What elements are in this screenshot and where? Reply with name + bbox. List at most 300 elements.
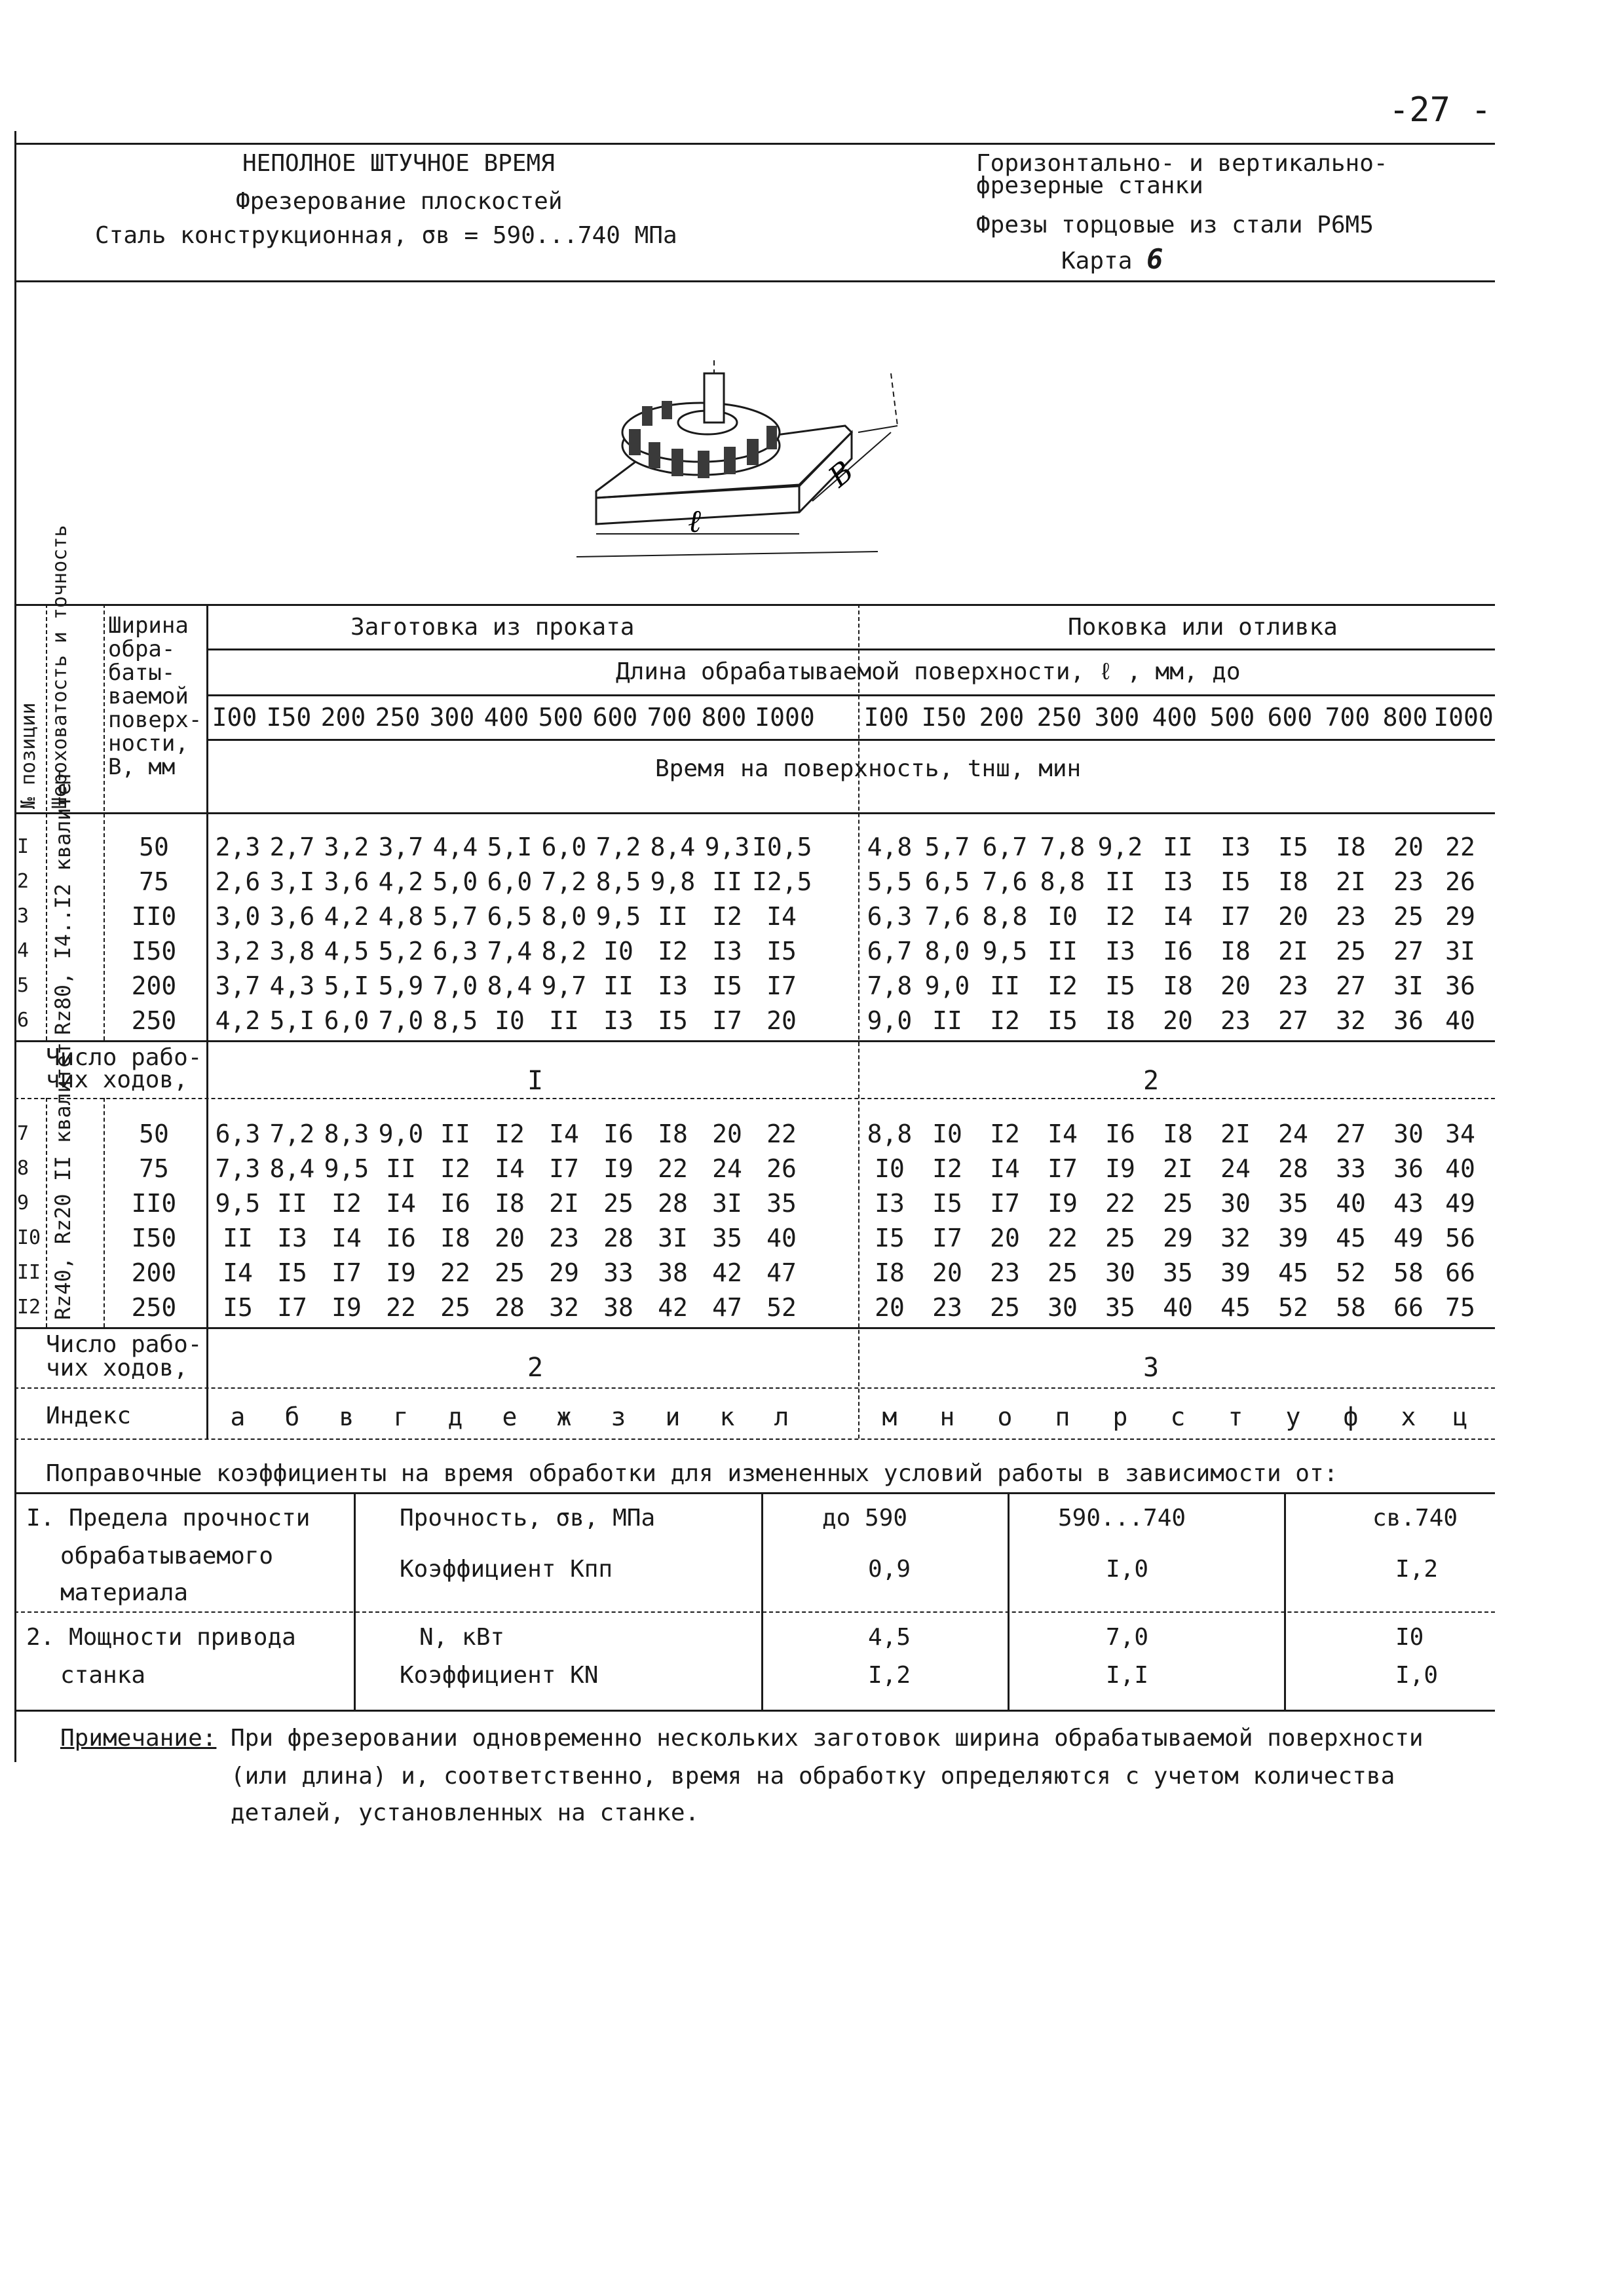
time-value: 5,0 xyxy=(432,867,478,896)
time-value: 25 xyxy=(1393,902,1424,931)
time-value: 9,0 xyxy=(867,1006,913,1035)
index-value: и xyxy=(665,1402,681,1431)
col-pos-header: № позиции xyxy=(17,702,40,809)
row-position: 5 xyxy=(17,974,29,997)
time-value: 7,6 xyxy=(982,867,1028,896)
time-value: II xyxy=(386,1154,416,1183)
corr2-param2: Коэффициент KN xyxy=(400,1662,599,1689)
time-value: 5,2 xyxy=(378,937,424,966)
time-value: 32 xyxy=(1336,1006,1366,1035)
corr2-c3-val: I,0 xyxy=(1395,1662,1439,1689)
page-number: -27 - xyxy=(1389,90,1492,130)
time-value: 6,0 xyxy=(487,867,533,896)
time-value: 20 xyxy=(766,1006,797,1035)
time-value: 49 xyxy=(1393,1224,1424,1252)
time-value: 26 xyxy=(766,1154,797,1183)
time-value: I2 xyxy=(658,937,688,966)
time-value: 25 xyxy=(440,1293,470,1322)
time-value: II xyxy=(549,1006,579,1035)
index-value: у xyxy=(1285,1402,1301,1431)
time-value: 45 xyxy=(1336,1224,1366,1252)
time-value: I7 xyxy=(1220,902,1251,931)
corr2-c3-head: I0 xyxy=(1395,1624,1424,1651)
time-value: 3,6 xyxy=(269,902,315,931)
time-value: 7,2 xyxy=(595,833,641,861)
time-value: 6,5 xyxy=(924,867,970,896)
index-value: т xyxy=(1228,1402,1243,1431)
time-value: 20 xyxy=(1278,902,1308,931)
length-12: I00 xyxy=(863,703,909,732)
time-value: I0 xyxy=(875,1154,905,1183)
col-width-header-1: Ширина xyxy=(108,612,189,639)
corr1-c1-val: 0,9 xyxy=(868,1556,911,1583)
time-value: 58 xyxy=(1393,1258,1424,1287)
corr1-c2-head: 590...740 xyxy=(1058,1505,1186,1532)
corr1-param1: Прочность, σв, МПа xyxy=(400,1505,656,1532)
length-22: I000 xyxy=(1433,703,1494,732)
time-value: 33 xyxy=(603,1258,633,1287)
length-19: 600 xyxy=(1267,703,1313,732)
corr1-c3-head: св.740 xyxy=(1372,1505,1458,1532)
note-line-3: деталей, установленных на станке. xyxy=(231,1799,700,1826)
time-value: 30 xyxy=(1048,1293,1078,1322)
time-value: 25 xyxy=(1163,1189,1193,1218)
col-rough-rule xyxy=(46,604,47,1040)
time-value: 26 xyxy=(1445,867,1475,896)
time-value: 23 xyxy=(990,1258,1020,1287)
table-top-rule xyxy=(14,604,1495,606)
time-value: 3,2 xyxy=(215,937,261,966)
index-value: а xyxy=(230,1402,246,1431)
corr2-factor-1: 2. Мощности привода xyxy=(26,1624,296,1651)
time-value: 32 xyxy=(1220,1224,1251,1252)
time-value: II xyxy=(1048,937,1078,966)
time-value: 2I xyxy=(1278,937,1308,966)
time-value: 9,5 xyxy=(215,1189,261,1218)
row-position: 3 xyxy=(17,905,29,928)
header-bottom-rule xyxy=(14,280,1495,282)
row-width: 250 xyxy=(131,1006,177,1035)
time-value: 35 xyxy=(712,1224,742,1252)
time-value: 5,5 xyxy=(867,867,913,896)
time-value: 5,7 xyxy=(432,902,478,931)
time-value: 49 xyxy=(1445,1189,1475,1218)
length-5: 300 xyxy=(429,703,475,732)
time-value: II xyxy=(990,971,1020,1000)
time-value: 9,7 xyxy=(541,971,587,1000)
time-value: I6 xyxy=(440,1189,470,1218)
time-value: 2I xyxy=(1163,1154,1193,1183)
time-value: I3 xyxy=(603,1006,633,1035)
index-value: е xyxy=(502,1402,518,1431)
section2-rough-label: Rz40, Rz20 II квалитет xyxy=(50,1042,75,1320)
header-title: НЕПОЛНОЕ ШТУЧНОЕ ВРЕМЯ xyxy=(242,150,555,177)
time-value: 2,7 xyxy=(269,833,315,861)
corr2-factor-2: станка xyxy=(60,1662,146,1689)
time-value: I2 xyxy=(495,1119,525,1148)
index-value: н xyxy=(939,1402,955,1431)
time-value: 22 xyxy=(386,1293,416,1322)
length-2: I50 xyxy=(266,703,312,732)
passes2-right-value: 3 xyxy=(1143,1353,1160,1383)
index-value: в xyxy=(339,1402,354,1431)
passes2-left-value: 2 xyxy=(527,1353,544,1383)
time-value: I3 xyxy=(1220,833,1251,861)
time-value: 6,3 xyxy=(215,1119,261,1148)
time-value: 3,7 xyxy=(215,971,261,1000)
row-position: 7 xyxy=(17,1122,29,1145)
time-value: I9 xyxy=(603,1154,633,1183)
time-value: 3I xyxy=(1445,937,1475,966)
col-width-header-5: поверх- xyxy=(108,707,202,733)
index-value: з xyxy=(611,1402,626,1431)
group-header-rule xyxy=(206,649,1495,650)
corr2-c1-head: 4,5 xyxy=(868,1624,911,1651)
col-width-header-7: В, мм xyxy=(108,754,176,780)
time-value: 8,4 xyxy=(487,971,533,1000)
time-value: I9 xyxy=(1048,1189,1078,1218)
time-value: 47 xyxy=(712,1293,742,1322)
left-border xyxy=(14,131,16,1762)
length-3: 200 xyxy=(320,703,366,732)
group-left-header: Заготовка из проката xyxy=(350,614,635,641)
corr2-c1-val: I,2 xyxy=(868,1662,911,1689)
time-value: 28 xyxy=(658,1189,688,1218)
time-value: 25 xyxy=(603,1189,633,1218)
corr-col3-rule xyxy=(1008,1492,1010,1710)
time-value: 5,7 xyxy=(924,833,970,861)
time-value: 23 xyxy=(549,1224,579,1252)
time-value: 34 xyxy=(1445,1119,1475,1148)
time-value: 35 xyxy=(1105,1293,1135,1322)
passes1-rule xyxy=(14,1098,1495,1099)
time-value: I8 xyxy=(1163,971,1193,1000)
corr2-param1: N, кВт xyxy=(419,1624,505,1651)
row-width: II0 xyxy=(131,902,177,931)
time-value: 24 xyxy=(1220,1154,1251,1183)
passes1-left-value: I xyxy=(527,1066,544,1096)
row-width: I50 xyxy=(131,937,177,966)
time-value: 52 xyxy=(1336,1258,1366,1287)
header-machine-line1: Горизонтально- и вертикально- xyxy=(976,150,1388,177)
length-7: 500 xyxy=(538,703,584,732)
time-value: 7,2 xyxy=(541,867,587,896)
time-value: 40 xyxy=(1445,1006,1475,1035)
time-value: I8 xyxy=(1105,1006,1135,1035)
time-value: II xyxy=(277,1189,307,1218)
time-value: 23 xyxy=(932,1293,962,1322)
length-20: 700 xyxy=(1325,703,1370,732)
passes2-rule xyxy=(14,1387,1495,1389)
corr2-c2-head: 7,0 xyxy=(1106,1624,1149,1651)
time-value: 30 xyxy=(1393,1119,1424,1148)
time-value: 38 xyxy=(603,1293,633,1322)
col-width-header-3: баты- xyxy=(108,660,176,686)
card-number: 6 xyxy=(1146,243,1163,275)
time-value: 27 xyxy=(1393,937,1424,966)
time-value: 20 xyxy=(932,1258,962,1287)
corr-col2-rule xyxy=(761,1492,763,1710)
note-line-1: При фрезеровании одновременно нескольких заготовок ширина обрабатываемой поверхности xyxy=(231,1725,1424,1752)
time-value: 8,0 xyxy=(924,937,970,966)
time-value: 35 xyxy=(766,1189,797,1218)
time-value: I0 xyxy=(495,1006,525,1035)
time-value: II xyxy=(932,1006,962,1035)
length-14: 200 xyxy=(979,703,1025,732)
row-width: 50 xyxy=(139,1119,169,1148)
time-value: 42 xyxy=(658,1293,688,1322)
time-value: I4 xyxy=(331,1224,362,1252)
row-position: 9 xyxy=(17,1192,29,1214)
time-value: I4 xyxy=(549,1119,579,1148)
card-label xyxy=(1061,245,1163,276)
time-value: 6,3 xyxy=(432,937,478,966)
time-value: 2I xyxy=(1336,867,1366,896)
time-value: I2 xyxy=(990,1119,1020,1148)
time-value: 9,5 xyxy=(324,1154,369,1183)
section1-bottom-rule xyxy=(14,1040,1495,1042)
corr-col4-rule xyxy=(1284,1492,1286,1710)
time-value: 33 xyxy=(1336,1154,1366,1183)
time-value: 3,6 xyxy=(324,867,369,896)
time-value: 23 xyxy=(1393,867,1424,896)
time-value: 8,5 xyxy=(432,1006,478,1035)
time-value: I4 xyxy=(1163,902,1193,931)
index-row xyxy=(208,1401,1495,1433)
time-value: 52 xyxy=(766,1293,797,1322)
time-value: I3 xyxy=(277,1224,307,1252)
time-value: I5 xyxy=(875,1224,905,1252)
time-value: 20 xyxy=(1220,971,1251,1000)
time-value: 24 xyxy=(1278,1119,1308,1148)
time-value: I7 xyxy=(549,1154,579,1183)
time-value: II xyxy=(1105,867,1135,896)
dimension-l-label: ℓ xyxy=(688,503,701,540)
time-value: I8 xyxy=(495,1189,525,1218)
time-value: 8,3 xyxy=(324,1119,369,1148)
time-value: 25 xyxy=(1048,1258,1078,1287)
time-value: 66 xyxy=(1393,1293,1424,1322)
time-value: 66 xyxy=(1445,1258,1475,1287)
time-value: I8 xyxy=(658,1119,688,1148)
lengths-row xyxy=(208,701,1495,734)
time-value: 8,2 xyxy=(541,937,587,966)
time-value: 4,2 xyxy=(378,867,424,896)
table-header-bottom-rule xyxy=(14,812,1495,814)
time-value: I4 xyxy=(990,1154,1020,1183)
time-value: I6 xyxy=(1163,937,1193,966)
corrections-title: Поправочные коэффициенты на время обработки для измененных условий работы в зависимости от: xyxy=(46,1460,1338,1487)
time-value: I5 xyxy=(1105,971,1135,1000)
time-value: 22 xyxy=(1445,833,1475,861)
row-width: I50 xyxy=(131,1224,177,1252)
time-value: 30 xyxy=(1220,1189,1251,1218)
time-value: I7 xyxy=(990,1189,1020,1218)
time-value: I5 xyxy=(712,971,742,1000)
time-value: I7 xyxy=(932,1224,962,1252)
corr1-c3-val: I,2 xyxy=(1395,1556,1439,1583)
length-label: Длина обрабатываемой поверхности, ℓ , мм, до xyxy=(616,658,1241,685)
index-value: р xyxy=(1112,1402,1128,1431)
time-value: 7,0 xyxy=(378,1006,424,1035)
time-value: 9,5 xyxy=(595,902,641,931)
time-value: 28 xyxy=(495,1293,525,1322)
time-value: 4,2 xyxy=(215,1006,261,1035)
time-value: 6,0 xyxy=(541,833,587,861)
time-value: 20 xyxy=(875,1293,905,1322)
time-value: 8,4 xyxy=(269,1154,315,1183)
time-value: 6,7 xyxy=(982,833,1028,861)
passes1-right-value: 2 xyxy=(1143,1066,1160,1096)
time-value: I2 xyxy=(932,1154,962,1183)
row-position: I xyxy=(17,835,29,858)
length-4: 250 xyxy=(375,703,421,732)
corrections-bottom-rule xyxy=(14,1710,1495,1712)
time-value: 27 xyxy=(1336,971,1366,1000)
time-value: II xyxy=(440,1119,470,1148)
time-value: 8,8 xyxy=(1040,867,1086,896)
passes2-label-1: Число рабо- xyxy=(46,1331,202,1358)
passes1-label-1: Число рабо- xyxy=(46,1044,202,1071)
time-value: 56 xyxy=(1445,1224,1475,1252)
index-value: г xyxy=(393,1402,409,1431)
time-value: 29 xyxy=(1163,1224,1193,1252)
time-value: I5 xyxy=(932,1189,962,1218)
time-value: 8,5 xyxy=(595,867,641,896)
time-value: 42 xyxy=(712,1258,742,1287)
time-value: 32 xyxy=(549,1293,579,1322)
time-value: 28 xyxy=(603,1224,633,1252)
time-value: 24 xyxy=(712,1154,742,1183)
time-value: I0 xyxy=(603,937,633,966)
time-value: I6 xyxy=(1105,1119,1135,1148)
time-value: 4,8 xyxy=(867,833,913,861)
length-9: 700 xyxy=(647,703,692,732)
time-value: 3I xyxy=(658,1224,688,1252)
index-value: с xyxy=(1170,1402,1186,1431)
time-value: 8,8 xyxy=(982,902,1028,931)
time-value: I4 xyxy=(1048,1119,1078,1148)
length-label-rule xyxy=(206,694,1495,696)
time-value: 43 xyxy=(1393,1189,1424,1218)
corr1-c1-head: до 590 xyxy=(822,1505,908,1532)
length-6: 400 xyxy=(483,703,529,732)
time-value: I2,5 xyxy=(752,867,812,896)
time-value: 58 xyxy=(1336,1293,1366,1322)
index-rule xyxy=(14,1438,1495,1440)
row-width: 250 xyxy=(131,1293,177,1322)
corr2-c2-val: I,I xyxy=(1106,1662,1149,1689)
time-value: 4,2 xyxy=(324,902,369,931)
time-value: I9 xyxy=(331,1293,362,1322)
header-operation: Фрезерование плоскостей xyxy=(236,188,563,215)
time-value: 45 xyxy=(1278,1258,1308,1287)
header-machine-line2: фрезерные станки xyxy=(976,172,1203,199)
time-value: I3 xyxy=(1163,867,1193,896)
time-value: 5,I xyxy=(269,1006,315,1035)
corr1-factor-2: обрабатываемого xyxy=(60,1543,274,1570)
time-value: I0 xyxy=(1048,902,1078,931)
time-value: I7 xyxy=(766,971,797,1000)
header-tool: Фрезы торцовые из стали Р6М5 xyxy=(976,212,1374,238)
time-value: 22 xyxy=(1048,1224,1078,1252)
time-value: 4,8 xyxy=(378,902,424,931)
time-value: I5 xyxy=(223,1293,253,1322)
time-value: 47 xyxy=(766,1258,797,1287)
time-value: 2I xyxy=(1220,1119,1251,1148)
time-value: I8 xyxy=(1163,1119,1193,1148)
time-value: 8,4 xyxy=(650,833,696,861)
index-value: о xyxy=(997,1402,1013,1431)
time-value: I0 xyxy=(932,1119,962,1148)
time-value: 2,6 xyxy=(215,867,261,896)
index-value: д xyxy=(447,1402,463,1431)
time-value: II xyxy=(1163,833,1193,861)
time-value: 39 xyxy=(1220,1258,1251,1287)
time-value: 30 xyxy=(1105,1258,1135,1287)
time-value: I8 xyxy=(1336,833,1366,861)
time-value: 35 xyxy=(1163,1258,1193,1287)
time-value: 20 xyxy=(990,1224,1020,1252)
time-value: 22 xyxy=(658,1154,688,1183)
time-value: 4,3 xyxy=(269,971,315,1000)
time-value: 29 xyxy=(1445,902,1475,931)
time-value: 25 xyxy=(1105,1224,1135,1252)
time-value: I5 xyxy=(277,1258,307,1287)
length-17: 400 xyxy=(1152,703,1198,732)
time-value: 6,5 xyxy=(487,902,533,931)
time-value: I2 xyxy=(331,1189,362,1218)
time-value: I5 xyxy=(1048,1006,1078,1035)
time-value: I3 xyxy=(658,971,688,1000)
time-value: 4,4 xyxy=(432,833,478,861)
index-value: к xyxy=(719,1402,735,1431)
time-value: 7,8 xyxy=(867,971,913,1000)
time-value: 40 xyxy=(1445,1154,1475,1183)
time-value: 9,8 xyxy=(650,867,696,896)
time-value: 38 xyxy=(658,1258,688,1287)
index-value: б xyxy=(284,1402,300,1431)
corrections-top-rule xyxy=(14,1492,1495,1494)
time-value: I8 xyxy=(1220,937,1251,966)
time-value: 45 xyxy=(1220,1293,1251,1322)
index-value: п xyxy=(1055,1402,1070,1431)
time-value: 3,8 xyxy=(269,937,315,966)
time-value: 5,I xyxy=(324,971,369,1000)
time-value: I9 xyxy=(1105,1154,1135,1183)
time-value: I6 xyxy=(603,1119,633,1148)
time-value: 23 xyxy=(1278,971,1308,1000)
time-value: 9,0 xyxy=(924,971,970,1000)
time-value: 40 xyxy=(1336,1189,1366,1218)
time-value: 3,0 xyxy=(215,902,261,931)
time-value: 35 xyxy=(1278,1189,1308,1218)
time-value: 36 xyxy=(1393,1006,1424,1035)
col-width-header-6: ности, xyxy=(108,730,189,757)
row-width: 200 xyxy=(131,971,177,1000)
index-label: Индекс xyxy=(46,1402,132,1429)
time-value: I8 xyxy=(440,1224,470,1252)
corr1-factor-3: материала xyxy=(60,1579,189,1606)
section2-bottom-rule xyxy=(14,1327,1495,1329)
time-value: 40 xyxy=(766,1224,797,1252)
time-value: I9 xyxy=(386,1258,416,1287)
length-21: 800 xyxy=(1382,703,1428,732)
row-position: I0 xyxy=(17,1226,41,1249)
time-label: Время на поверхность, tнш, мин xyxy=(655,755,1082,782)
lengths-rule xyxy=(206,739,1495,741)
time-value: I7 xyxy=(277,1293,307,1322)
